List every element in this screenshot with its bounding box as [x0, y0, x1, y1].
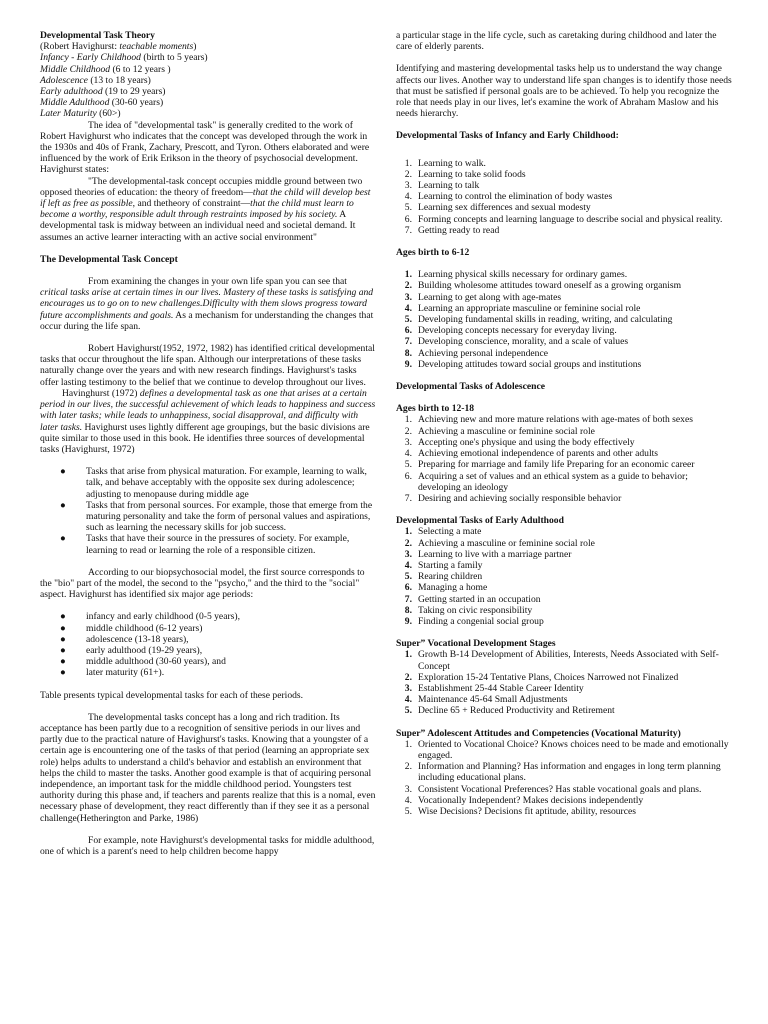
list-item: 6. Forming concepts and learning language to describe social and physical reality.	[404, 213, 723, 225]
list-item: 1. Selecting a mate	[404, 526, 482, 538]
list-item: 5. Decline 65 + Reduced Productivity and Retirement	[404, 705, 615, 717]
list-item: 3. Learning to live with a marriage partner	[404, 548, 572, 560]
ages-6-12-list	[396, 269, 732, 370]
left-column	[40, 30, 376, 857]
list-item: ● adolescence (13-18 years),	[60, 633, 189, 645]
doc-title: Developmental Task Theory	[40, 30, 155, 41]
intro-line: Middle Childhood (6 to 12 years )	[40, 63, 171, 75]
intro-line: Early adulthood (19 to 29 years)	[40, 86, 166, 98]
list-item: ● middle childhood (6-12 years)	[60, 622, 203, 634]
section-heading: Developmental Tasks of Adolescence	[396, 381, 545, 393]
list-item: 5. Wise Decisions? Decisions fit aptitude, ability, resources	[404, 805, 636, 817]
list-item: 5. Preparing for marriage and family life Preparing for an economic career	[404, 459, 695, 471]
section-heading: Super” Adolescent Attitudes and Competencies (Vocational Maturity)	[396, 727, 681, 739]
paragraph: Identifying and mastering developmental tasks help us to understand the way change affects our lives. Another way to understand life span changes is to identify those needs that must be satisfied if personal goals are to be achieved. To help you recognize the role that needs play in our lives, let's examine the work of Abraham Maslow and his needs hierarchy.	[396, 63, 732, 120]
list-item: 2. Exploration 15-24 Tentative Plans, Choices Narrowed not Finalized	[404, 671, 679, 683]
list-item: 2. Learning to take solid foods	[404, 168, 526, 180]
list-item: 4. Achieving emotional independence of parents and other adults	[404, 448, 659, 460]
list-item: ● Tasks that have their source in the pressures of society. For example, learning to read or learning the role of a responsible citizen.	[60, 533, 350, 556]
paragraph: Havinghurst (1972) defines a developmental task as one that arises at a certain period in our lives, the successful achievement of which leads to happiness and success with later tasks; while leads to unhappiness, social disapproval, and difficulty with later tasks. Havighurst uses lightly different age groupings, but the basic divisions are quite similar to those used in this book. He identifies three sources of developmental tasks (Havighurst, 1972)	[40, 387, 376, 455]
list-item: ● later maturity (61+).	[60, 667, 165, 679]
list-item: 6. Acquiring a set of values and an ethical system as a guide to behavior; developing an ideology	[404, 470, 688, 493]
list-item: 4. Learning to control the elimination of body wastes	[404, 191, 613, 203]
paragraph: For example, note Havighurst's developmental tasks for middle adulthood, one of which is a parent's need to help children become happy	[40, 834, 375, 857]
list-item: 7. Getting started in an occupation	[404, 593, 541, 605]
list-item: 1. Learning physical skills necessary for ordinary games.	[404, 269, 628, 281]
list-item: 9. Developing attitudes toward social groups and institutions	[404, 358, 642, 370]
list-item: 3. Establishment 25-44 Stable Career Identity	[404, 682, 584, 694]
list-item: 4. Learning an appropriate masculine or feminine social role	[404, 302, 641, 314]
infancy-tasks-list	[396, 158, 732, 236]
age-periods-intro	[40, 41, 376, 119]
list-item: 1. Learning to walk.	[404, 157, 486, 169]
intro-line: Infancy - Early Childhood (birth to 5 years)	[40, 52, 208, 64]
section-heading: Developmental Tasks of Early Adulthood	[396, 515, 564, 527]
list-item: ● Tasks that arise from physical maturation. For example, learning to walk, talk, and behave acceptably with the opposite sex during adolescence; adjusting to menopause during middle age	[60, 466, 367, 500]
section-heading: Developmental Tasks of Infancy and Early Childhood:	[396, 130, 619, 142]
list-item: 7. Developing conscience, morality, and a scale of values	[404, 336, 629, 348]
list-item: ● Tasks that from personal sources. For example, those that emerge from the maturing personality and take the form of personal values and aspirations, such as learning the necessary skills for job success.	[60, 499, 373, 534]
list-item: 2. Information and Planning? Has information and engages in long term planning including educational plans.	[404, 761, 721, 784]
quote: "The developmental-task concept occupies middle ground between two opposed theories of education: the theory of freedom—that the child will develop best if left as free as possible, and thetheory of constraint—that the child must learn to become a worthy, responsible adult through restraints imposed by his society. A developmental task is midway between an individual need and societal demand. It assumes an active learner interacting with an active social environment"	[40, 175, 371, 243]
list-item: 1. Achieving new and more mature relations with age-mates of both sexes	[404, 414, 693, 426]
list-item: 8. Achieving personal independence	[404, 347, 548, 359]
list-item: 3. Learning to get along with age-mates	[404, 291, 562, 303]
list-item: 7. Getting ready to read	[404, 224, 500, 236]
section-heading: The Developmental Task Concept	[40, 253, 178, 265]
list-item: 4. Starting a family	[404, 559, 483, 571]
list-item: 1. Growth B-14 Development of Abilities, Interests, Needs Associated with Self-Concept	[404, 649, 719, 672]
list-item: 3. Learning to talk	[404, 180, 480, 192]
right-column	[396, 30, 732, 817]
list-item: 6. Managing a home	[404, 582, 488, 594]
ages-12-18-list	[396, 414, 732, 504]
early-adulthood-list	[396, 526, 732, 627]
intro-line: Adolescence (13 to 18 years)	[40, 74, 151, 86]
list-item: 3. Consistent Vocational Preferences? Has stable vocational goals and plans.	[404, 783, 702, 795]
list-item: ● middle adulthood (30-60 years), and	[60, 656, 226, 668]
list-item: 6. Developing concepts necessary for everyday living.	[404, 325, 617, 337]
vocational-stages-list	[396, 649, 732, 716]
list-item: 2. Achieving a masculine or feminine social role	[404, 537, 595, 549]
list-item: 3. Accepting one's physique and using the body effectively	[404, 436, 635, 448]
paragraph: Table presents typical developmental tasks for each of these periods.	[40, 689, 304, 701]
paragraph: The idea of "developmental task" is generally credited to the work of Robert Havighurst who indicates that the concept was developed through the work in the 1930s and 40s of Frank, Zachary, Prescott, and Tyron. Others elaborated and were influenced by the work of Erik Erikson in the theory of psychosocial development. Havighurst states:	[40, 119, 370, 176]
list-item: 9. Finding a congenial social group	[404, 615, 544, 627]
list-item: 4. Vocationally Independent? Makes decisions independently	[404, 794, 644, 806]
intro-line: (Robert Havighurst: teachable moments)	[40, 41, 197, 53]
list-item: ● infancy and early childhood (0-5 years),	[60, 611, 240, 623]
list-item: 4. Maintenance 45-64 Small Adjustments	[404, 694, 568, 706]
list-item: 2. Achieving a masculine or feminine social role	[404, 425, 595, 437]
list-item: 2. Building wholesome attitudes toward oneself as a growing organism	[404, 280, 682, 292]
attitudes-list	[396, 739, 732, 817]
list-item: 5. Developing fundamental skills in reading, writing, and calculating	[404, 314, 673, 326]
list-item: 5. Rearing children	[404, 571, 483, 583]
task-sources-list	[40, 466, 376, 556]
paragraph: a particular stage in the life cycle, such as caretaking during childhood and later the care of elderly parents.	[396, 30, 717, 53]
intro-line: Later Maturity (60>)	[40, 108, 121, 120]
paragraph: Robert Havighurst(1952, 1972, 1982) has identified critical developmental tasks that occur throughout the life span. Although our interpretations of these tasks naturally change over the years and with new research findings. Havighurst's tasks offer lasting testimony to the belief that we continue to develop throughout our lives.	[40, 343, 375, 388]
paragraph: The developmental tasks concept has a long and rich tradition. Its acceptance has been partly due to a recognition of sensitive periods in our lives and partly due to the practical nature of Havighurst's tasks. Knowing that a youngster of a certain age is encountering one of the tasks of that period (learning an appropriate sex role) helps adults to understand a child's behavior and establish an environment that helps the child to master the tasks. Another good example is that of acquiring personal independence, an important task for the middle childhood period. Youngsters test authority during this phase and, if teachers and parents realize that this is a nomal, even necessary phase of development, they react differently than if they see it as a personal challenge(Hetherington and Parke, 1986)	[40, 711, 376, 824]
list-item: 7. Desiring and achieving socially responsible behavior	[404, 492, 622, 504]
intro-line: Middle Adulthood (30-60 years)	[40, 97, 164, 109]
list-item: 1. Oriented to Vocational Choice? Knows choices need to be made and emotionally engaged.	[404, 738, 729, 761]
paragraph: From examining the changes in your own life span you can see that critical tasks arise at certain times in our lives. Mastery of these tasks is satisfying and encourages us to go on to new challenges.Difficulty with them slows progress toward future accomplishments and goals. As a mechanism for understanding the changes that occur during the life span.	[40, 276, 374, 332]
paragraph: According to our biopsychosocial model, the first source corresponds to the "bio" part of the model, the second to the "psycho," and the third to the "social" aspect. Havighurst has identified six major age periods:	[40, 566, 365, 601]
section-heading: Ages birth to 12-18	[396, 403, 475, 415]
list-item: ● early adulthood (19-29 years),	[60, 644, 203, 656]
section-heading: Ages birth to 6-12	[396, 247, 470, 259]
section-heading: Super” Vocational Development Stages	[396, 638, 556, 650]
list-item: 5. Learning sex differences and sexual modesty	[404, 202, 591, 214]
list-item: 8. Taking on civic responsibility	[404, 604, 533, 616]
age-periods-list	[40, 611, 376, 678]
